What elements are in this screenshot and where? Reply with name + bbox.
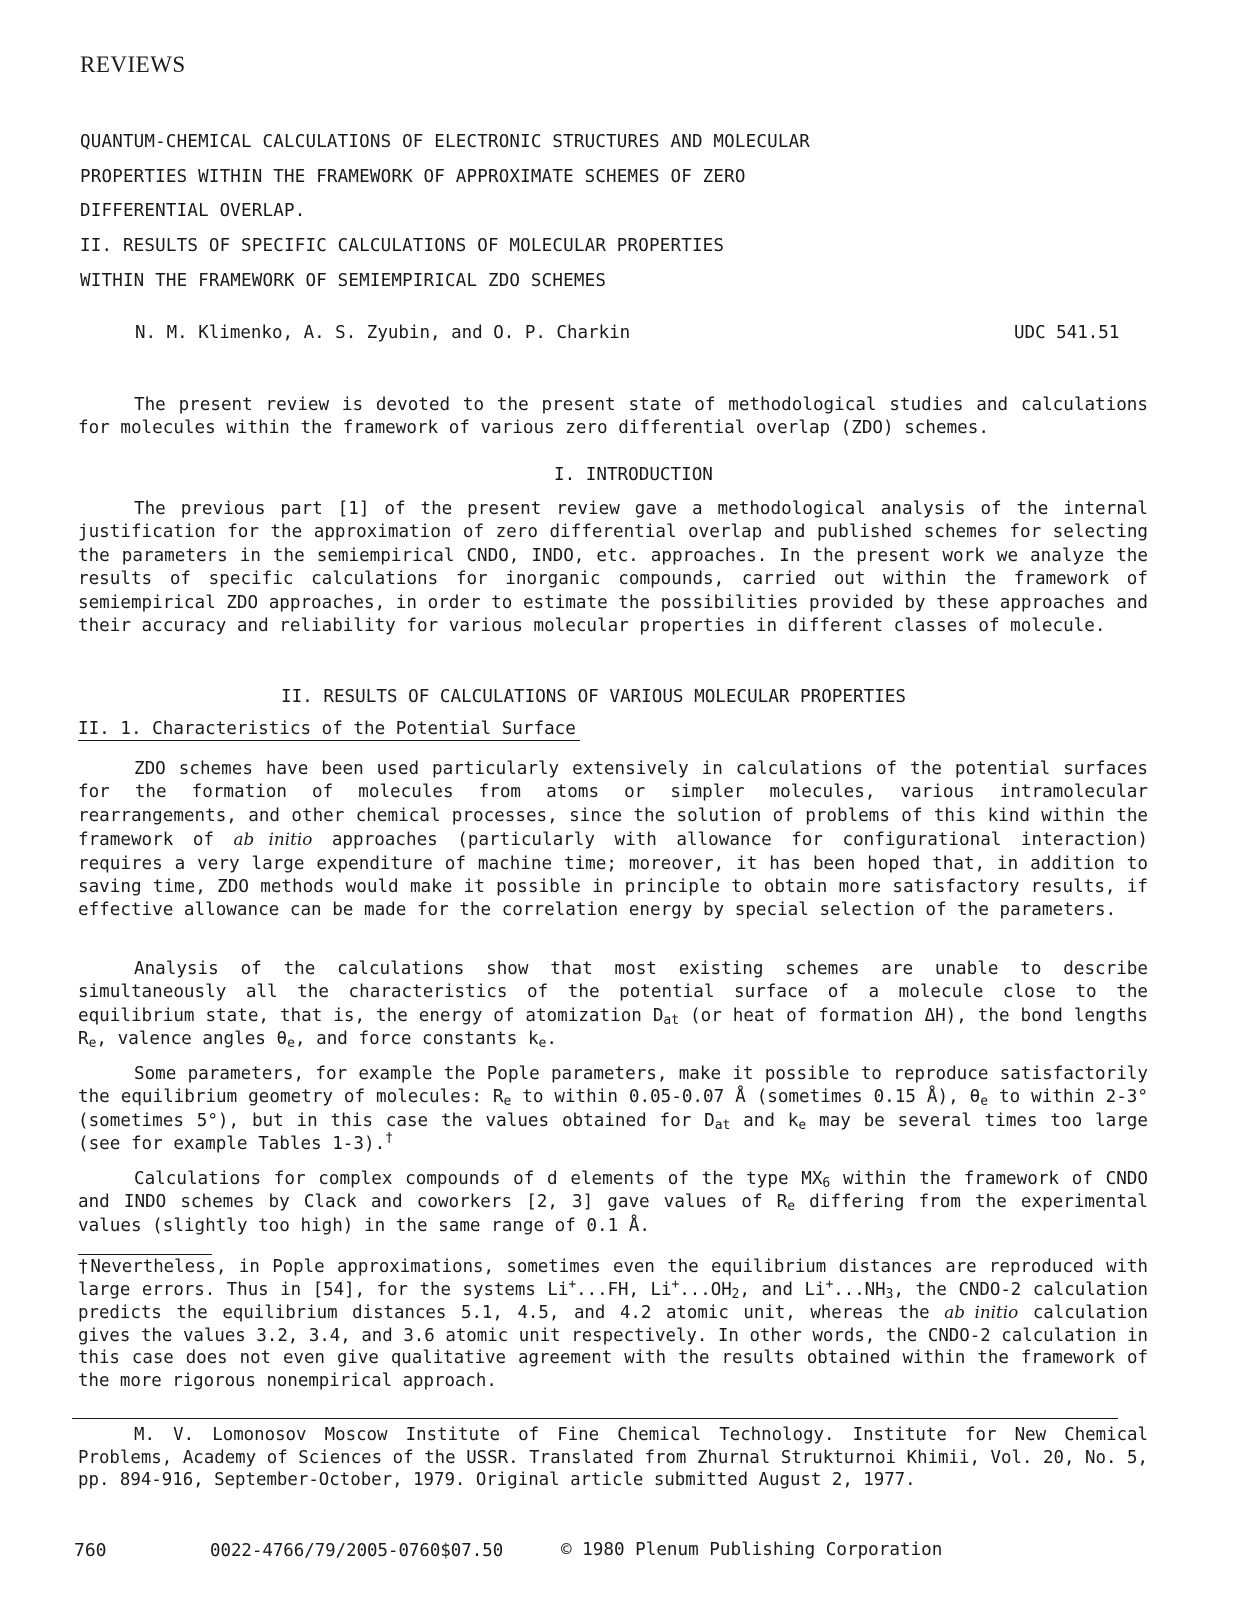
footnote: †Nevertheless, in Pople approximations, sometimes even the equilibrium distances are reproduced with large errors. Thus in [54], for the systems Li+...FH, $Li^+...OH_2$, and $Li^+...NH_3$, the CNDO-2 calculation predicts the equilibrium distances 5.1, 4.5, and 4.2 atomic unit, whereas the ab initio calculation gives the values 3.2, 3.4, and 3.6 atomic unit respectively. In other words, the CNDO-2 calculation in this case does not even give qualitative agreement with the results obtained within the framework of the more rigorous nonempirical approach. xyxy=(78,1257,1149,1391)
intro-paragraph: The previous part [1] of the present review gave a methodological analysis of the internal justification for the approximation of zero differential overlap and published schemes for selecting the parameters in the semiempirical CNDO, INDO, etc. approaches. In the present work we analyze the results of specific calculations for inorganic compounds, carried out within the framework of semiempirical ZDO approaches, in order to estimate the possibilities provided by these approaches and their accuracy and reliability for various molecular properties in different classes of molecule. xyxy=(78,499,1148,637)
paragraph-pople-parameters: Some parameters, for example the Pople parameters, make it possible to reproduce satisfactorily the equilibrium geometry of molecules: $R_e$ to within 0.05-0.07 Å (sometimes 0.15 Å), $\theta_e$ to within 2-3° (sometimes 5°), but in this case the values obtained for $D_{at}$ and $k_e$ may be several times too large (see for example Tables 1-3).† xyxy=(78,1064,1148,1155)
section-label: REVIEWS xyxy=(80,52,186,77)
paragraph-clack: Calculations for complex compounds of d elements of the type $MX_6$ within the framework of CNDO and INDO schemes by Clack and coworkers [2, 3] gave values of $R_e$ differing from the experimental values (slightly too high) in the same range of 0.1 Å. xyxy=(78,1169,1148,1236)
article-title-line-5: WITHIN THE FRAMEWORK OF SEMIEMPIRICAL ZDO SCHEMES xyxy=(80,271,607,291)
paragraph-zdo-schemes: ZDO schemes have been used particularly extensively in calculations of the potential surfaces for the formation of molecules from atoms or simpler molecules, various intramolecular rearrangements, and other chemical processes, since the solution of problems of this kind within the framework of ab initio approaches (particularly with allowance for configurational interaction) requires a very large expenditure of machine time; moreover, it has been hoped that, in addition to saving time, ZDO methods would make it possible in principle to obtain more satisfactory results, if effective allowance can be made for the correlation energy by special selection of the parameters. xyxy=(78,759,1148,921)
footnote-rule xyxy=(78,1254,212,1255)
authors: N. M. Klimenko, A. S. Zyubin, and O. P. Charkin xyxy=(135,323,631,343)
italic-ab-initio: ab initio xyxy=(233,829,313,850)
article-title-line-2: PROPERTIES WITHIN THE FRAMEWORK OF APPROXIMATE SCHEMES OF ZERO xyxy=(80,167,746,187)
udc-code: UDC 541.51 xyxy=(1014,323,1120,343)
article-title-line-1: QUANTUM-CHEMICAL CALCULATIONS OF ELECTRONIC STRUCTURES AND MOLECULAR xyxy=(80,132,811,152)
affiliation-rule xyxy=(72,1418,1118,1419)
article-title-line-4: II. RESULTS OF SPECIFIC CALCULATIONS OF MOLECULAR PROPERTIES xyxy=(80,236,725,256)
subsection-heading: II. 1. Characteristics of the Potential Surface xyxy=(78,718,580,741)
section2-heading: II. RESULTS OF CALCULATIONS OF VARIOUS MOLECULAR PROPERTIES xyxy=(281,687,906,707)
article-title-line-3: DIFFERENTIAL OVERLAP. xyxy=(80,201,306,221)
affiliation: M. V. Lomonosov Moscow Institute of Fine Chemical Technology. Institute for New Chemical Problems, Academy of Sciences of the USSR. Translated from Zhurnal Strukturnoi Khimii, Vol. 20, No. 5, pp. 894-916, September-October, 1979. Original article submitted August 2, 1977. xyxy=(78,1425,1148,1491)
intro-heading: I. INTRODUCTION xyxy=(554,465,713,485)
page-number: 760 xyxy=(74,1540,107,1561)
issn-code: 0022-4766/79/2005-0760$07.50 xyxy=(210,1541,504,1561)
paragraph-analysis: Analysis of the calculations show that most existing schemes are unable to describe simultaneously all the characteristics of the potential surface of a molecule close to the equilibrium state, that is, the energy of atomization $D_{at}$ (or heat of formation ΔH), the bond lengths $R_e$, valence angles $\theta_e$, and force constants $k_e$. xyxy=(78,959,1148,1052)
abstract: The present review is devoted to the present state of methodological studies and calculations for molecules within the framework of various zero differential overlap (ZDO) schemes. xyxy=(78,395,1148,439)
copyright: © 1980 Plenum Publishing Corporation xyxy=(561,1540,943,1560)
